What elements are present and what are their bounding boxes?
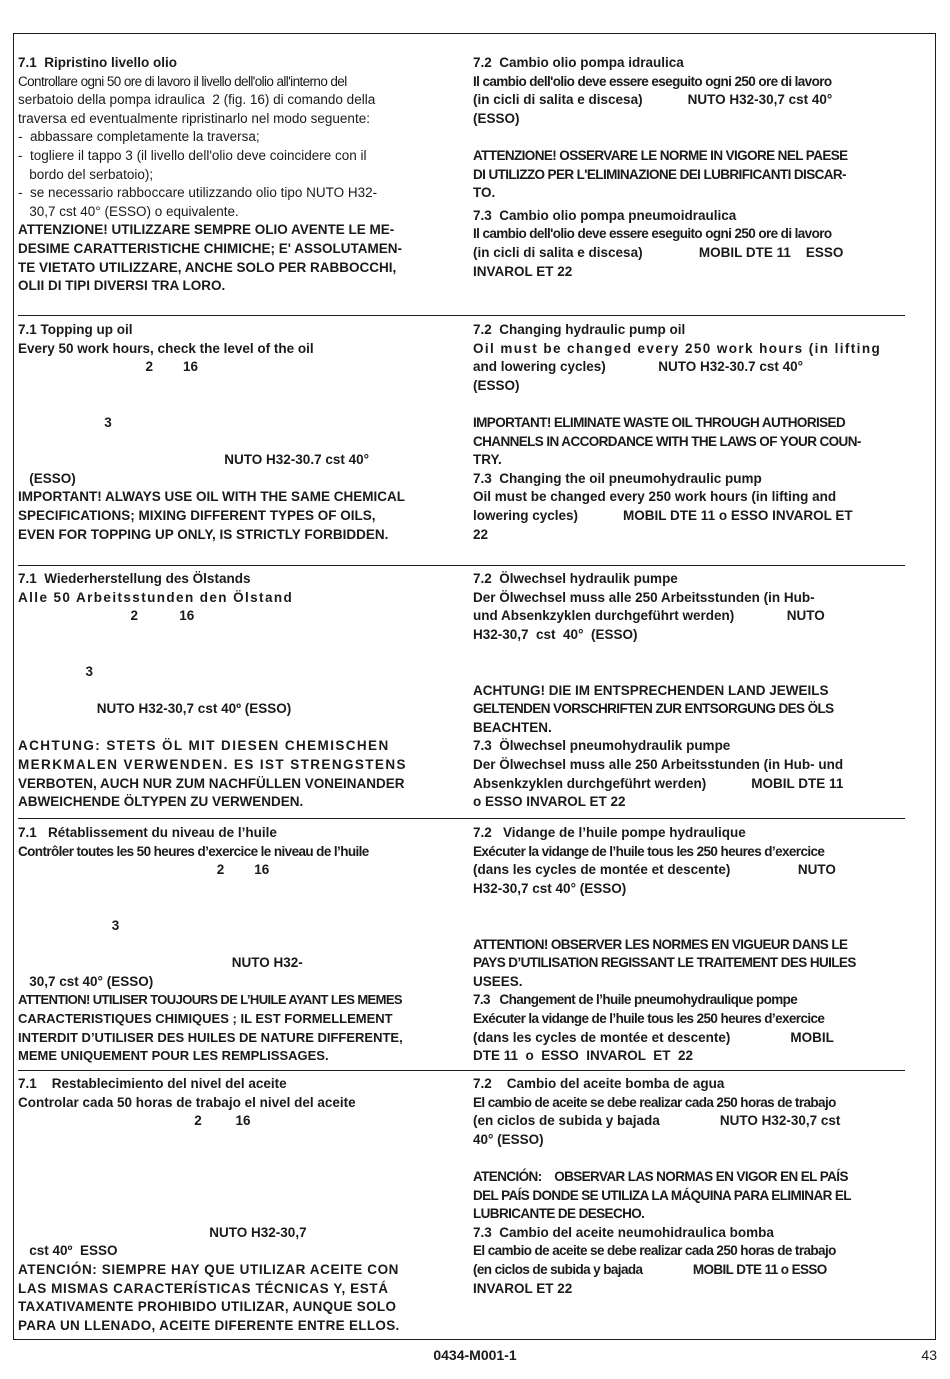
fr-left-column — [18, 824, 450, 1066]
it-warning: DESIME CARATTERISTICHE CHIMICHE; E' ASSOLUTAMEN- — [18, 240, 402, 256]
it-heading-7-3: 7.3 Cambio olio pompa pneumoidraulica — [473, 207, 737, 223]
es-text: 2 16 — [18, 1113, 251, 1129]
fr-text: 3 — [18, 917, 120, 933]
es-warning: DEL PAÍS DONDE SE UTILIZA LA MÁQUINA PARA ELIMINAR EL — [473, 1187, 851, 1203]
it-text: - se necessario rabboccare utilizzando olio tipo NUTO H32- — [18, 185, 378, 201]
fr-warning: USEES. — [473, 973, 523, 989]
es-heading-7-3: 7.3 Cambio del aceite neumohidraulica bomba — [473, 1224, 774, 1240]
fr-text: NUTO H32- — [18, 955, 303, 971]
en-heading-7-3: 7.3 Changing the oil pneumohydraulic pump — [473, 470, 762, 486]
de-text: o ESSO INVAROL ET 22 — [473, 794, 626, 810]
fr-text: 30,7 cst 40° (ESSO) — [18, 973, 154, 989]
it-heading-7-1: 7.1 Ripristino livello olio — [18, 55, 178, 70]
it-text: - abbassare completamente la traversa; — [18, 129, 260, 145]
fr-blank — [473, 917, 905, 936]
de-text: Der Ölwechsel muss alle 250 Arbeitsstunden (in Hub- und — [473, 756, 844, 772]
fr-text: (dans les cycles de montée et descente) NUTO — [473, 862, 836, 878]
it-warning: TE VIETATO UTILIZZARE, ANCHE SOLO PER RABBOCCHI, — [18, 259, 397, 275]
en-text: 22 — [473, 526, 489, 542]
es-left-column — [18, 1075, 450, 1335]
de-blank — [473, 644, 905, 663]
en-text: (ESSO) — [473, 377, 520, 393]
es-blank — [18, 1149, 450, 1168]
fr-blank — [18, 898, 450, 917]
es-text: El cambio de aceite se debe realizar cada 250 horas de trabajo — [473, 1094, 836, 1110]
it-text: INVAROL ET 22 — [473, 263, 573, 279]
de-text: und Absenkzyklen durchgeführt werden) NUTO — [473, 608, 825, 624]
it-blank — [473, 128, 905, 147]
en-warning: EVEN FOR TOPPING UP ONLY, IS STRICTLY FORBIDDEN. — [18, 526, 389, 542]
fr-warning: MEME UNIQUEMENT POUR LES REMPLISSAGES. — [18, 1048, 329, 1064]
fr-text: H32-30,7 cst 40° (ESSO) — [473, 880, 627, 896]
es-text: cst 40º ESSO — [18, 1243, 118, 1259]
en-heading-7-2: 7.2 Changing hydraulic pump oil — [473, 322, 686, 337]
de-blank — [18, 682, 450, 701]
de-warning: MERKMALEN VERWENDEN. ES IST STRENGSTENS — [18, 756, 407, 772]
es-blank — [18, 1187, 450, 1206]
de-warning: BEACHTEN. — [473, 719, 552, 735]
de-text: H32-30,7 cst 40° (ESSO) — [473, 626, 638, 642]
page-number: 43 — [921, 1347, 937, 1363]
es-text: Controlar cada 50 horas de trabajo el nivel del aceite — [18, 1094, 356, 1110]
it-warning: DI UTILIZZO PER L'ELIMINAZIONE DEI LUBRIFICANTI DISCAR- — [473, 166, 846, 182]
en-text: and lowering cycles) NUTO H32-30.7 cst 40° — [473, 359, 804, 375]
es-right-column — [473, 1075, 905, 1298]
it-warning: OLII DI TIPI DIVERSI TRA LORO. — [18, 278, 226, 294]
section-divider — [18, 1070, 905, 1071]
fr-blank — [18, 880, 450, 899]
es-blank — [18, 1131, 450, 1150]
de-blank — [18, 644, 450, 663]
document-code: 0434-M001-1 — [433, 1347, 517, 1363]
es-text: INVAROL ET 22 — [473, 1280, 573, 1296]
fr-right-column — [473, 824, 905, 1066]
de-warning: ACHTUNG! DIE IM ENTSPRECHENDEN LAND JEWEILS — [473, 682, 829, 698]
it-text: (in cicli di salita e discesa) NUTO H32-30,7 cst 40° — [473, 92, 833, 108]
section-divider — [18, 565, 905, 566]
de-text: 2 16 — [18, 608, 195, 624]
it-warning: TO. — [473, 185, 496, 201]
de-text: NUTO H32-30,7 cst 40º (ESSO) — [18, 701, 292, 717]
it-heading-7-2: 7.2 Cambio olio pompa idraulica — [473, 55, 684, 70]
de-warning: VERBOTEN, AUCH NUR ZUM NACHFÜLLEN VONEINANDER — [18, 775, 405, 791]
fr-heading-7-3: 7.3 Changement de l’huile pneumohydraulique pompe — [473, 992, 798, 1008]
fr-text: DTE 11 o ESSO INVAROL ET 22 — [473, 1048, 694, 1064]
fr-warning: CARACTERISTIQUES CHIMIQUES ; IL EST FORMELLEMENT — [18, 1010, 393, 1026]
es-text: 40° (ESSO) — [473, 1131, 544, 1147]
es-blank — [473, 1149, 905, 1168]
it-text: (ESSO) — [473, 110, 520, 126]
fr-heading-7-1: 7.1 Rétablissement du niveau de l’huile — [18, 825, 277, 840]
en-warning: SPECIFICATIONS; MIXING DIFFERENT TYPES OF OILS, — [18, 507, 376, 523]
de-text: Der Ölwechsel muss alle 250 Arbeitsstunden (in Hub- — [473, 589, 815, 605]
fr-warning: ATTENTION! UTILISER TOUJOURS DE L’HUILE AYANT LES MEMES — [18, 992, 403, 1008]
de-warning: ABWEICHENDE ÖLTYPEN ZU VERWENDEN. — [18, 794, 304, 810]
en-text: Oil must be changed every 250 work hours (in lifting and — [473, 489, 837, 505]
en-blank — [18, 395, 450, 414]
section-divider — [18, 818, 905, 819]
it-text: traversa ed eventualmente ripristinarlo nel modo seguente: — [18, 110, 370, 126]
de-heading-7-3: 7.3 Ölwechsel pneumohydraulik pumpe — [473, 738, 731, 754]
en-right-column — [473, 321, 905, 544]
fr-text: 2 16 — [18, 862, 270, 878]
fr-text: Contrôler toutes les 50 heures d’exercice le niveau de l’huile — [18, 843, 369, 859]
en-left-column — [18, 321, 450, 544]
it-text: Il cambio dell'olio deve essere eseguito ogni 250 ore di lavoro — [473, 226, 832, 242]
es-text: (en ciclos de subida y bajada NUTO H32-30,7 cst — [473, 1113, 841, 1129]
en-text: 2 16 — [18, 359, 199, 375]
en-warning: TRY. — [473, 452, 502, 468]
it-text: (in cicli di salita e discesa) MOBIL DTE 11 ESSO — [473, 244, 844, 260]
de-heading-7-2: 7.2 Ölwechsel hydraulik pumpe — [473, 571, 678, 586]
es-warning: LUBRICANTE DE DESECHO. — [473, 1206, 645, 1222]
es-blank — [18, 1205, 450, 1224]
de-left-column — [18, 570, 450, 812]
es-heading-7-2: 7.2 Cambio del aceite bomba de agua — [473, 1076, 725, 1091]
es-heading-7-1: 7.1 Restablecimiento del nivel del aceite — [18, 1076, 287, 1091]
en-blank — [18, 433, 450, 452]
es-text: NUTO H32-30,7 — [18, 1224, 307, 1240]
en-heading-7-1: 7.1 Topping up oil — [18, 322, 133, 337]
it-text: serbatoio della pompa idraulica 2 (fig. 16) di comando della — [18, 92, 376, 108]
en-text: NUTO H32-30.7 cst 40° — [18, 452, 370, 468]
it-text: - togliere il tappo 3 (il livello dell'olio deve coincidere con il — [18, 147, 367, 163]
es-text: (en ciclos de subida y bajada MOBIL DTE 11 o ESSO — [473, 1261, 827, 1277]
en-text: Oil must be changed every 250 work hours (in lifting — [473, 340, 882, 356]
fr-text: Exécuter la vidange de l’huile tous les 250 heures d’exercice — [473, 1010, 825, 1026]
es-warning: ATENCIÓN: OBSERVAR LAS NORMAS EN VIGOR EN EL PAÍS — [473, 1168, 848, 1184]
de-warning: ACHTUNG: STETS ÖL MIT DIESEN CHEMISCHEN — [18, 738, 390, 754]
en-text: Every 50 work hours, check the level of the oil — [18, 340, 314, 356]
en-warning: IMPORTANT! ALWAYS USE OIL WITH THE SAME CHEMICAL — [18, 489, 406, 505]
section-divider — [18, 315, 905, 316]
fr-warning: PAYS D’UTILISATION REGISSANT LE TRAITEMENT DES HUILES — [473, 955, 856, 971]
fr-warning: INTERDIT D’UTILISER DES HUILES DE NATURE DIFFERENTE, — [18, 1029, 403, 1045]
de-text: Alle 50 Arbeitsstunden den Ölstand — [18, 589, 294, 605]
de-blank — [18, 626, 450, 645]
fr-text: (dans les cycles de montée et descente) MOBIL — [473, 1029, 834, 1045]
it-warning: ATTENZIONE! OSSERVARE LE NORME IN VIGORE NEL PAESE — [473, 147, 848, 163]
en-text: (ESSO) — [18, 470, 76, 486]
fr-blank — [18, 936, 450, 955]
es-warning: PARA UN LLENADO, ACEITE DIFERENTE ENTRE ELLOS. — [18, 1317, 400, 1333]
it-text: bordo del serbatoio); — [18, 166, 154, 182]
en-warning: IMPORTANT! ELIMINATE WASTE OIL THROUGH AUTHORISED — [473, 414, 846, 430]
it-text: Il cambio dell'olio deve essere eseguito ogni 250 ore di lavoro — [473, 73, 832, 89]
de-right-column — [473, 570, 905, 812]
es-warning: TAXATIVAMENTE PROHIBIDO UTILIZAR, AUNQUE SOLO — [18, 1299, 397, 1315]
fr-blank — [473, 898, 905, 917]
en-blank — [18, 377, 450, 396]
it-text: Controllare ogni 50 ore di lavoro il livello dell'olio all'interno del — [18, 73, 347, 89]
en-text: lowering cycles) MOBIL DTE 11 o ESSO INVAROL ET — [473, 507, 853, 523]
it-right-column — [473, 54, 905, 281]
it-warning: ATTENZIONE! UTILIZZARE SEMPRE OLIO AVENTE LE ME- — [18, 222, 395, 238]
de-blank — [473, 663, 905, 682]
en-warning: CHANNELS IN ACCORDANCE WITH THE LAWS OF YOUR COUN- — [473, 433, 861, 449]
es-blank — [18, 1168, 450, 1187]
es-text: El cambio de aceite se debe realizar cada 250 horas de trabajo — [473, 1243, 836, 1259]
it-left-column — [18, 54, 450, 296]
de-warning: GELTENDEN VORSCHRIFTEN ZUR ENTSORGUNG DES ÖLS — [473, 701, 834, 717]
de-text: 3 — [18, 663, 94, 679]
es-warning: LAS MISMAS CARACTERÍSTICAS TÉCNICAS Y, ESTÁ — [18, 1280, 389, 1296]
es-warning: ATENCIÓN: SIEMPRE HAY QUE UTILIZAR ACEITE CON — [18, 1261, 400, 1277]
en-text: 3 — [18, 414, 112, 430]
fr-text: Exécuter la vidange de l’huile tous les 250 heures d’exercice — [473, 843, 825, 859]
en-blank — [473, 395, 905, 414]
fr-heading-7-2: 7.2 Vidange de l’huile pompe hydraulique — [473, 825, 746, 840]
de-blank — [18, 719, 450, 738]
de-text: Absenkzyklen durchgeführt werden) MOBIL DTE 11 — [473, 775, 844, 791]
fr-warning: ATTENTION! OBSERVER LES NORMES EN VIGUEUR DANS LE — [473, 936, 848, 952]
it-text: 30,7 cst 40° (ESSO) o equivalente. — [18, 203, 239, 219]
de-heading-7-1: 7.1 Wiederherstellung des Ölstands — [18, 571, 251, 586]
